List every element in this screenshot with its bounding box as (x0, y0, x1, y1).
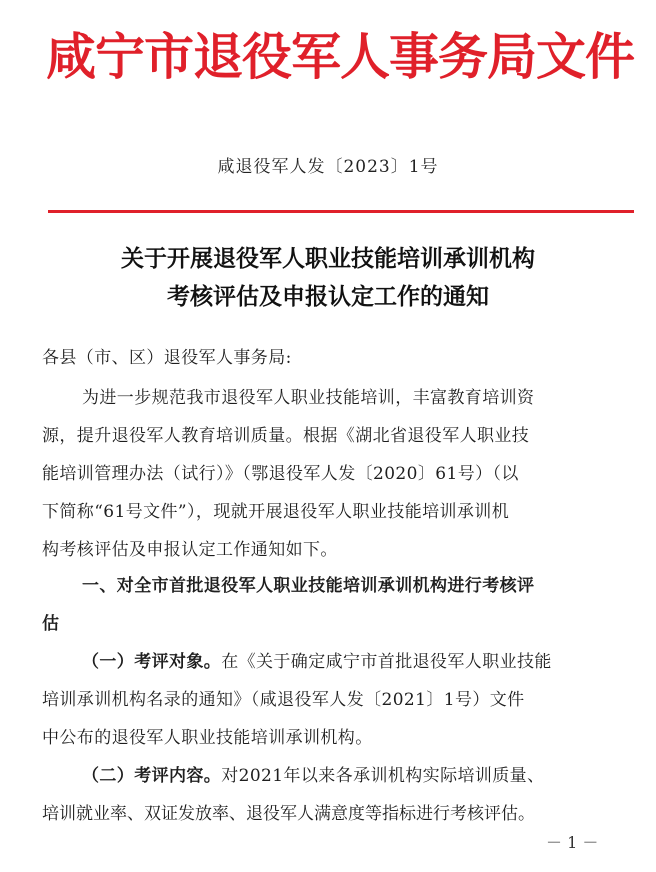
intro-line: 下简称“61号文件”），现就开展退役军人职业技能培训承训机 (42, 502, 510, 522)
section-1-heading-cont: 估 (42, 614, 60, 634)
notice-title-line-1: 关于开展退役军人职业技能培训承训机构 (121, 245, 535, 272)
item-2-text: 对2021年以来各承训机构实际培训质量、 (221, 766, 545, 786)
intro-line: 为进一步规范我市退役军人职业技能培训，丰富教育培训资 (82, 388, 535, 408)
item-1-text: 在《关于确定咸宁市首批退役军人职业技能 (221, 652, 552, 672)
intro-line: 能培训管理办法（试行）》（鄂退役军人发〔2020〕61号）（以 (42, 464, 519, 484)
section-1-heading: 一、对全市首批退役军人职业技能培训承训机构进行考核评 (82, 576, 535, 596)
page-number: － 1 － (546, 833, 599, 852)
item-1-line: 培训承训机构名录的通知》（咸退役军人发〔2021〕1号）文件 (42, 690, 525, 710)
intro-line: 构考核评估及申报认定工作通知如下。 (42, 540, 338, 560)
item-2-label: （二）考评内容。 (82, 766, 222, 786)
document-number: 咸退役军人发〔2023〕1号 (217, 157, 439, 177)
notice-title-line-2: 考核评估及申报认定工作的通知 (167, 283, 489, 310)
item-2-line: 培训就业率、双证发放率、退役军人满意度等指标进行考核评估。 (42, 804, 535, 824)
item-1-line (82, 650, 656, 674)
item-2-line (82, 764, 656, 788)
intro-line: 源，提升退役军人教育培训质量。根据《湖北省退役军人职业技 (42, 426, 530, 446)
document-header-title: 咸宁市退役军人事务局文件 (46, 27, 634, 86)
item-1-label: （一）考评对象。 (82, 652, 222, 672)
salutation: 各县（市、区）退役军人事务局: (42, 348, 292, 368)
red-separator-line (48, 210, 634, 213)
item-1-line: 中公布的退役军人职业技能培训承训机构。 (42, 728, 373, 748)
